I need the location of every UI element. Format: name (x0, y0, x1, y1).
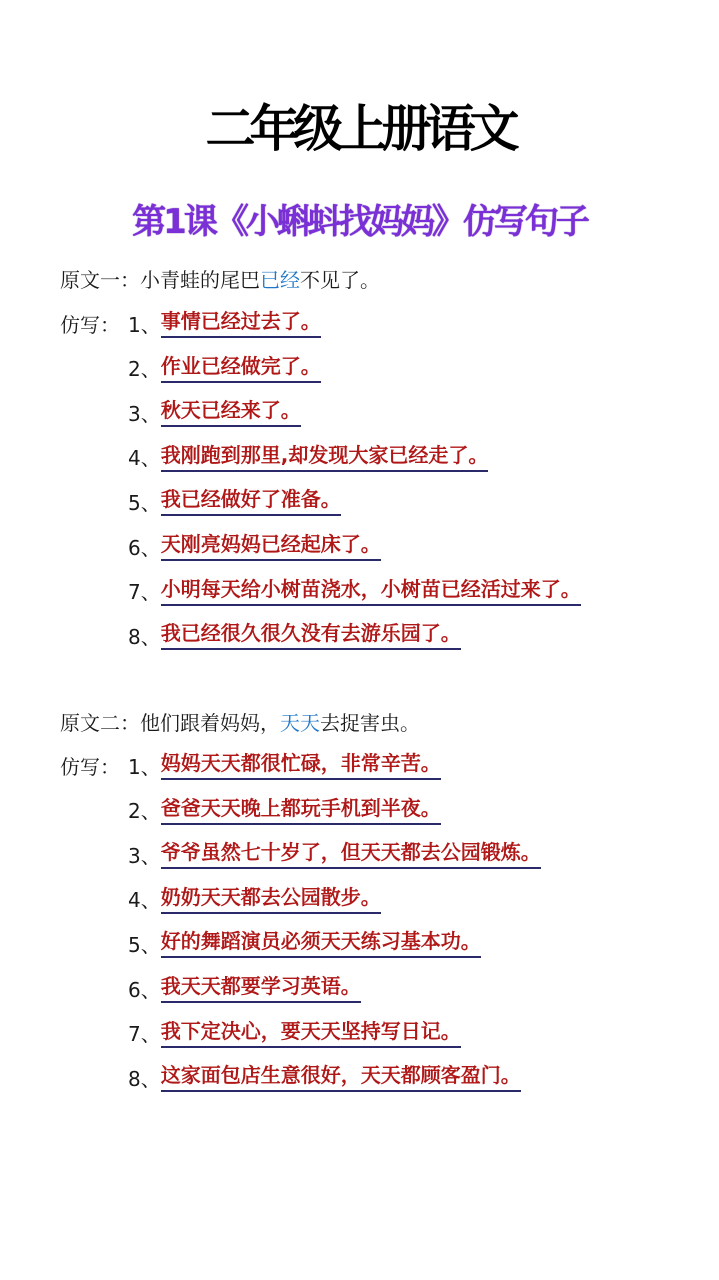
section2-item-3 (60, 834, 541, 874)
lesson-subtitle-text: 第1课《小蝌蚪找妈妈》仿写句子 (132, 202, 587, 242)
section1-item-number: 1、 (128, 312, 161, 337)
section1-item-5 (60, 481, 341, 521)
section2-item-2 (60, 790, 441, 830)
section1-item-4 (60, 437, 488, 477)
section1-origin-pre: 小青蛙的尾巴 (140, 267, 260, 292)
section2-item-answer: 我天天都要学习英语。 (161, 973, 361, 1003)
section1-item-6 (60, 526, 381, 566)
section2-item-6 (60, 968, 361, 1008)
section2-item-number: 7、 (128, 1022, 161, 1047)
section1-item-answer: 作业已经做完了。 (161, 353, 321, 383)
section1-item-2 (60, 348, 321, 388)
section1-origin-post: 不见了。 (300, 267, 380, 292)
section2-imitate-label: 仿写： (60, 754, 120, 779)
section1-item-answer: 我已经很久很久没有去游乐园了。 (161, 620, 461, 650)
section2-origin-post: 去捉害虫。 (320, 710, 420, 735)
section1-item-number: 4、 (128, 446, 161, 471)
section1-item-answer: 小明每天给小树苗浇水，小树苗已经活过来了。 (161, 576, 581, 606)
section2-item-answer: 爷爷虽然七十岁了，但天天都去公园锻炼。 (161, 839, 541, 869)
section1-item-answer: 我已经做好了准备。 (161, 486, 341, 516)
lesson-subtitle (0, 196, 719, 248)
section1-item-number: 3、 (128, 401, 161, 426)
section2-item-number: 4、 (128, 888, 161, 913)
section2-item-4 (60, 879, 381, 919)
section2-origin-keyword: 天天 (280, 710, 320, 735)
section2-origin-pre: 他们跟着妈妈， (140, 710, 280, 735)
section1-origin-keyword: 已经 (260, 267, 300, 292)
section1-item-number: 8、 (128, 624, 161, 649)
section1-imitate-label: 仿写： (60, 312, 120, 337)
section1-item-1 (60, 303, 321, 343)
section1-item-number: 2、 (128, 357, 161, 382)
section2-item-number: 1、 (128, 754, 161, 779)
section2-item-number: 5、 (128, 932, 161, 957)
section2-item-number: 3、 (128, 843, 161, 868)
section2-item-answer: 这家面包店生意很好，天天都顾客盈门。 (161, 1062, 521, 1092)
section2-item-answer: 我下定决心，要天天坚持写日记。 (161, 1018, 461, 1048)
section1-item-number: 7、 (128, 580, 161, 605)
section2-item-answer: 奶奶天天都去公园散步。 (161, 884, 381, 914)
section1-item-answer: 我刚跑到那里,却发现大家已经走了。 (161, 442, 489, 472)
section1-origin (60, 258, 380, 298)
section2-item-number: 2、 (128, 799, 161, 824)
section2-origin-label: 原文二： (60, 710, 140, 735)
section2-item-answer: 爸爸天天晚上都玩手机到半夜。 (161, 795, 441, 825)
section2-item-7 (60, 1013, 461, 1053)
page-title (0, 98, 719, 160)
section2-item-answer: 好的舞蹈演员必须天天练习基本功。 (161, 928, 481, 958)
section1-item-answer: 事情已经过去了。 (161, 308, 321, 338)
section1-origin-label: 原文一： (60, 267, 140, 292)
section1-item-7 (60, 571, 581, 611)
section1-item-answer: 天刚亮妈妈已经起床了。 (161, 531, 381, 561)
section2-item-number: 6、 (128, 977, 161, 1002)
section2-item-answer: 妈妈天天都很忙碌，非常辛苦。 (161, 750, 441, 780)
section1-item-8 (60, 615, 461, 655)
section2-item-8 (60, 1057, 521, 1097)
section1-item-3 (60, 392, 301, 432)
section2-item-number: 8、 (128, 1066, 161, 1091)
section1-item-number: 6、 (128, 535, 161, 560)
section2-origin (60, 701, 420, 741)
page-title-text: 二年级上册语文 (205, 100, 514, 158)
section2-item-5 (60, 923, 481, 963)
section1-item-number: 5、 (128, 490, 161, 515)
section2-item-1 (60, 745, 441, 785)
section1-item-answer: 秋天已经来了。 (161, 397, 301, 427)
